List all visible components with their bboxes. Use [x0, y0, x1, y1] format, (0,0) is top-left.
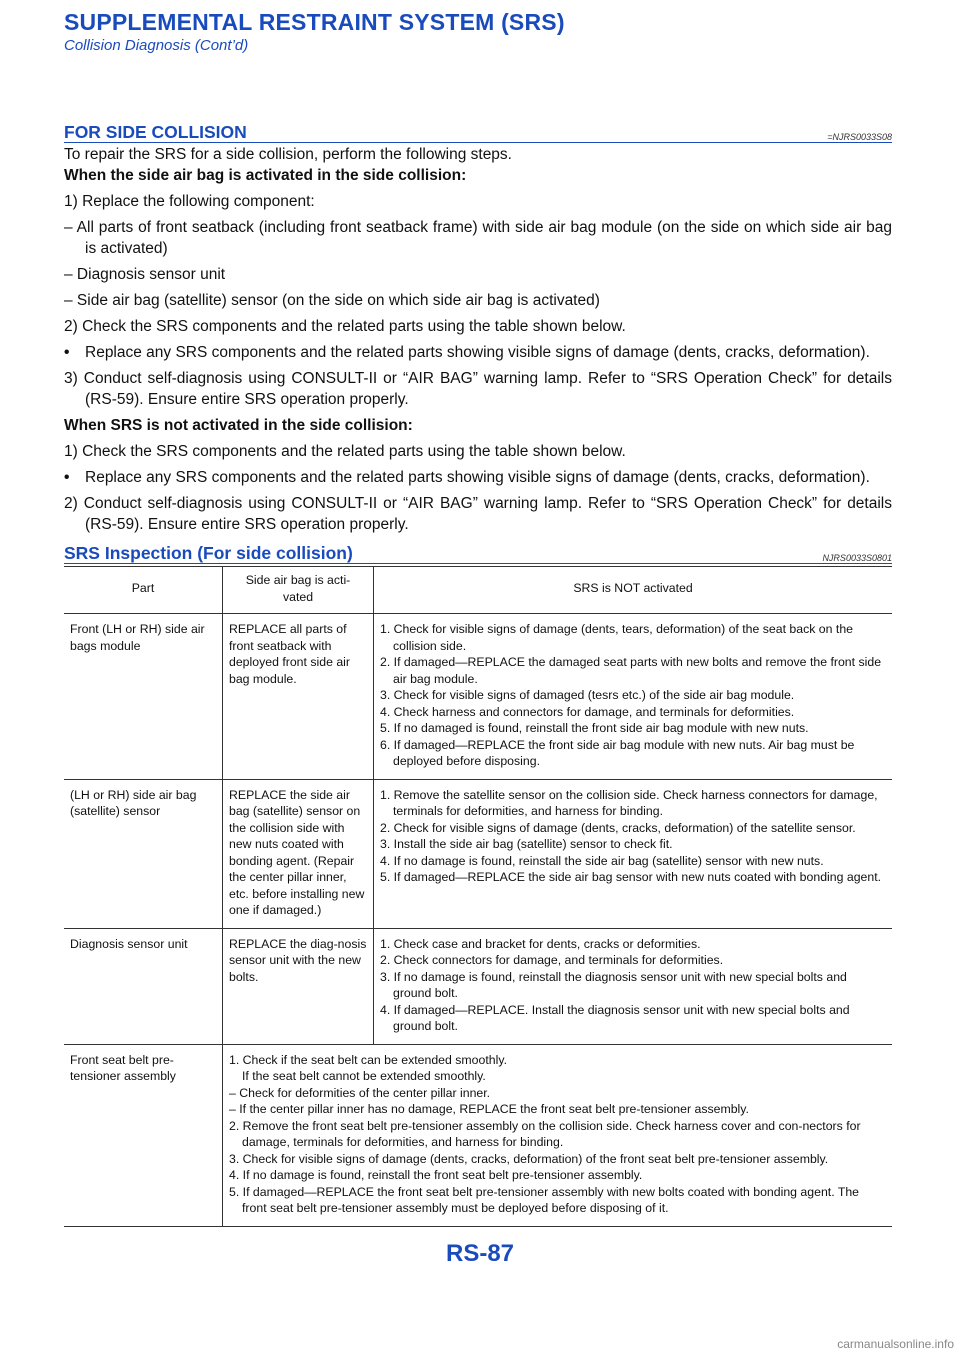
inspection-heading: SRS Inspection (For side collision) — [64, 543, 353, 563]
step-item: 3. Check for visible signs of damaged (tesrs etc.) of the side air bag module. — [380, 688, 795, 702]
step-item: 5. If damaged—REPLACE the side air bag sensor with new nuts coated with bonding agent. — [380, 870, 882, 884]
case1-dash-3: – Side air bag (satellite) sensor (on the side on which side air bag is activated) — [64, 292, 600, 309]
col-header-not-activated: SRS is NOT activated — [374, 567, 893, 614]
table-row — [64, 614, 892, 780]
case1-dash-2: – Diagnosis sensor unit — [64, 266, 226, 283]
bullet-text: Replace any SRS components and the related parts showing visible signs of damage (dents, cracks, deformation). — [85, 469, 870, 486]
cell-part: Front (LH or RH) side air bags module — [64, 614, 223, 780]
case2-bullet — [64, 467, 892, 488]
case2-step2: 2) Conduct self-diagnosis using CONSULT-II or “AIR BAG” warning lamp. Refer to “SRS Operation Check” for details (RS-59). Ensure entire SRS operation properly. — [64, 495, 892, 533]
cell-part: Front seat belt pre-tensioner assembly — [64, 1044, 223, 1226]
step-item: 4. If no damage is found, reinstall the front seat belt pre-tensioner assembly. — [229, 1168, 643, 1182]
step-item: 4. If damaged—REPLACE. Install the diagnosis sensor unit with new special bolts and ground bolt. — [380, 1002, 850, 1033]
section-heading-row — [64, 122, 892, 142]
bullet-mark: • — [64, 344, 70, 361]
cell-not-activated — [374, 928, 893, 1044]
cell-combined-steps — [223, 1044, 893, 1226]
inspection-table — [64, 566, 892, 1227]
case1-dash-1: – All parts of front seatback (including front seatback frame) with side air bag module (on the side on which side air bag is activated) — [64, 219, 892, 257]
case1-step3: 3) Conduct self-diagnosis using CONSULT-II or “AIR BAG” warning lamp. Refer to “SRS Operation Check” for details (RS-59). Ensure entire SRS operation properly. — [64, 370, 892, 408]
step-item: 4. Check harness and connectors for damage, and terminals for deformities. — [380, 704, 795, 719]
step-item: – If the center pillar inner has no damage, REPLACE the front seat belt pre-tensioner assembly. — [229, 1102, 749, 1116]
section-heading: FOR SIDE COLLISION — [64, 122, 247, 142]
step-item: 3. Check for visible signs of damage (dents, cracks, deformation) of the front seat belt pre-tensioner assembly. — [229, 1151, 829, 1166]
step-item: 1. Check for visible signs of damage (dents, tears, deformation) of the seat back on the collision side. — [380, 622, 853, 653]
case1-step1: 1) Replace the following component: — [64, 193, 315, 210]
table-header-row — [64, 567, 892, 614]
case1-heading: When the side air bag is activated in the side collision: — [64, 167, 467, 184]
bullet-text: Replace any SRS components and the related parts showing visible signs of damage (dents, cracks, deformation). — [85, 344, 870, 361]
section-code: =NJRS0033S08 — [827, 132, 892, 142]
step-item: 2. Check for visible signs of damage (dents, cracks, deformation) of the satellite sensor. — [380, 820, 856, 835]
step-item: 5. If damaged—REPLACE the front seat belt pre-tensioner assembly with new bolts coated with bonding agent. The front seat belt pre-tensioner assembly must be deployed before disposing of it. — [229, 1184, 860, 1215]
table-row — [64, 779, 892, 928]
step-item: If the seat belt cannot be extended smoothly. — [242, 1069, 486, 1083]
col-header-part: Part — [64, 567, 223, 614]
step-item: 4. If no damage is found, reinstall the side air bag (satellite) sensor with new nuts. — [380, 853, 824, 868]
page-header — [64, 8, 892, 55]
table-row — [64, 1044, 892, 1226]
cell-not-activated — [374, 779, 893, 928]
cell-activated: REPLACE all parts of front seatback with deployed front side air bag module. — [223, 614, 374, 780]
header-subtitle: Collision Diagnosis (Cont’d) — [64, 37, 249, 54]
step-item: 2. Remove the front seat belt pre-tensioner assembly on the collision side. Check harness cover and con-nectors for damage, terminals for deformities, and harness for binding. — [229, 1118, 861, 1149]
case1-bullet — [64, 342, 892, 363]
page-content — [64, 122, 892, 1227]
cell-activated: REPLACE the side air bag (satellite) sensor on the collision side with new nuts coated with bonding agent. (Repair the center pillar inner, etc. before installing new one if damaged.) — [223, 779, 374, 928]
step-item: 3. If no damage is found, reinstall the diagnosis sensor unit with new special bolts and ground bolt. — [380, 969, 847, 1000]
cell-not-activated — [374, 614, 893, 780]
header-title: SUPPLEMENTAL RESTRAINT SYSTEM (SRS) — [64, 9, 565, 35]
step-item: 1. Remove the satellite sensor on the collision side. Check harness connectors for damage, terminals for deformities, and harness for binding. — [380, 787, 878, 818]
step-item: 1. Check case and bracket for dents, cracks or deformities. — [380, 936, 701, 951]
step-item: 2. Check connectors for damage, and terminals for deformities. — [380, 953, 724, 967]
case2-heading: When SRS is not activated in the side collision: — [64, 417, 413, 434]
site-footer: carmanualsonline.info — [837, 1337, 954, 1351]
section-rule — [64, 142, 892, 143]
cell-part: (LH or RH) side air bag (satellite) sensor — [64, 779, 223, 928]
bullet-mark: • — [64, 469, 70, 486]
table-body — [64, 614, 892, 1227]
inspection-heading-row — [64, 543, 892, 563]
step-item: 5. If no damaged is found, reinstall the front side air bag module with new nuts. — [380, 721, 809, 735]
cell-activated: REPLACE the diag-nosis sensor unit with the new bolts. — [223, 928, 374, 1044]
step-item: 3. Install the side air bag (satellite) sensor to check fit. — [380, 837, 673, 851]
page-number: RS-87 — [445, 1240, 515, 1267]
step-item: – Check for deformities of the center pillar inner. — [229, 1085, 491, 1100]
inspection-code: NJRS0033S0801 — [822, 553, 892, 563]
case1-step2: 2) Check the SRS components and the related parts using the table shown below. — [64, 318, 626, 335]
inspection-rule — [64, 563, 892, 564]
intro-text: To repair the SRS for a side collision, perform the following steps. — [64, 146, 512, 163]
case2-step1: 1) Check the SRS components and the related parts using the table shown below. — [64, 443, 626, 460]
cell-part: Diagnosis sensor unit — [64, 928, 223, 1044]
step-item: 1. Check if the seat belt can be extended smoothly. — [229, 1052, 507, 1067]
col-header-activated: Side air bag is acti- vated — [223, 567, 374, 614]
table-row — [64, 928, 892, 1044]
step-item: 2. If damaged—REPLACE the damaged seat parts with new bolts and remove the front side air bag module. — [380, 655, 882, 686]
step-item: 6. If damaged—REPLACE the front side air bag module with new nuts. Air bag must be deployed before disposing. — [380, 737, 855, 768]
